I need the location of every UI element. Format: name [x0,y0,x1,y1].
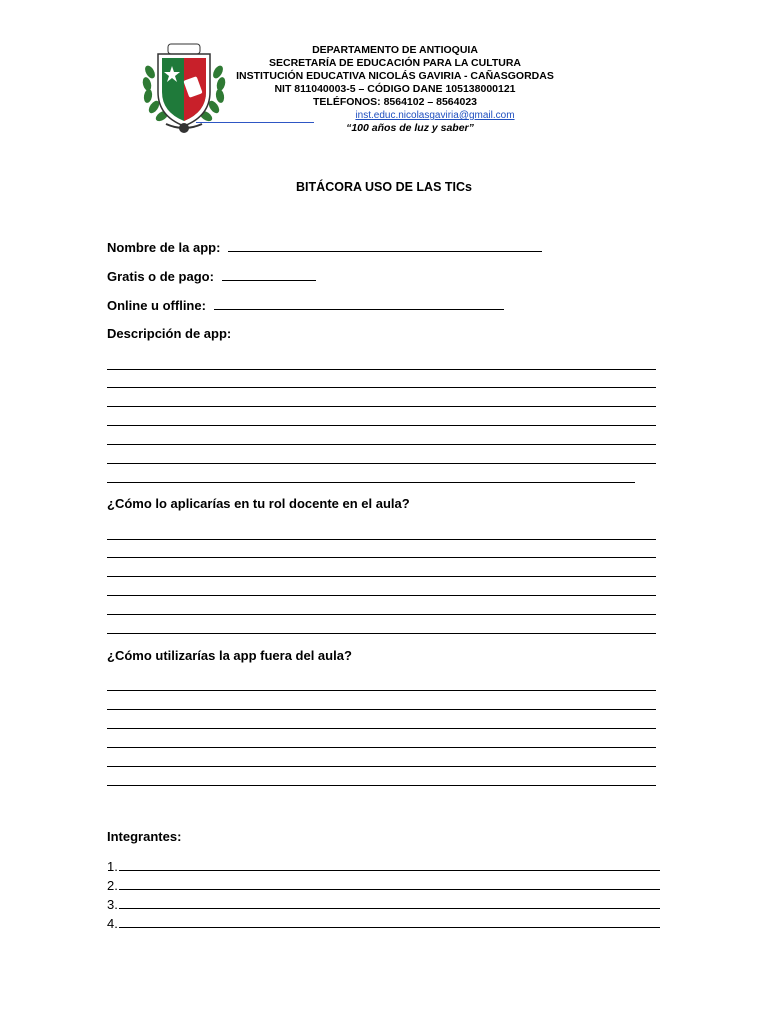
teaching-answer-line[interactable] [107,633,656,634]
outside-answer-line[interactable] [107,709,656,710]
member-row [107,858,660,875]
outside-answer-line[interactable] [107,785,656,786]
field-description-label: Descripción de app: [107,326,232,341]
member-row [107,896,660,913]
teaching-answer-line[interactable] [107,557,656,558]
member-row [107,877,660,894]
outside-answer-line[interactable] [107,690,656,691]
page-title: BITÁCORA USO DE LAS TICs [296,180,472,194]
field-price [107,268,316,285]
header-email-link[interactable]: inst.educ.nicolasgaviria@gmail.com [355,110,515,121]
field-description [107,326,231,342]
online-input-line[interactable] [214,297,504,310]
header-department: DEPARTAMENTO DE ANTIOQUIA [312,44,478,56]
member-number: 4. [107,916,118,931]
members-label: Integrantes: [107,829,182,844]
header-phones: TELÉFONOS: 8564102 – 8564023 [312,96,477,108]
question-teaching: ¿Cómo lo aplicarías en tu rol docente en el aula? [107,496,410,511]
field-online [107,297,504,314]
member-row [107,915,660,932]
question-outside: ¿Cómo utilizarías la app fuera del aula? [107,648,352,663]
member-number: 2. [107,878,118,893]
member-number: 1. [107,859,118,874]
member-number: 3. [107,897,118,912]
description-line[interactable] [107,444,656,445]
teaching-answer-line[interactable] [107,576,656,577]
description-line[interactable] [107,482,635,483]
field-app-name [107,239,542,256]
teaching-answer-line[interactable] [107,595,656,596]
description-line[interactable] [107,369,656,370]
outside-answer-line[interactable] [107,728,656,729]
outside-answer-line[interactable] [107,766,656,767]
header-institution: INSTITUCIÓN EDUCATIVA NICOLÁS GAVIRIA - CAÑASGORDAS [236,70,554,82]
price-input-line[interactable] [222,268,316,281]
header-motto: “100 años de luz y saber” [346,122,474,134]
teaching-answer-line[interactable] [107,614,656,615]
header-divider [196,122,314,123]
description-line[interactable] [107,406,656,407]
outside-answer-line[interactable] [107,747,656,748]
field-online-label: Online u offline: [107,298,206,313]
app-name-input-line[interactable] [228,239,542,252]
member-input-line[interactable] [119,915,660,928]
member-input-line[interactable] [119,896,660,909]
header-secretariat: SECRETARÍA DE EDUCACIÓN PARA LA CULTURA [269,57,521,69]
member-input-line[interactable] [119,877,660,890]
member-input-line[interactable] [119,858,660,871]
field-price-label: Gratis o de pago: [107,269,214,284]
teaching-answer-line[interactable] [107,539,656,540]
header-nit: NIT 811040003-5 – CÓDIGO DANE 105138000121 [274,83,516,95]
field-app-name-label: Nombre de la app: [107,240,221,255]
description-line[interactable] [107,387,656,388]
description-line[interactable] [107,425,656,426]
description-line[interactable] [107,463,656,464]
